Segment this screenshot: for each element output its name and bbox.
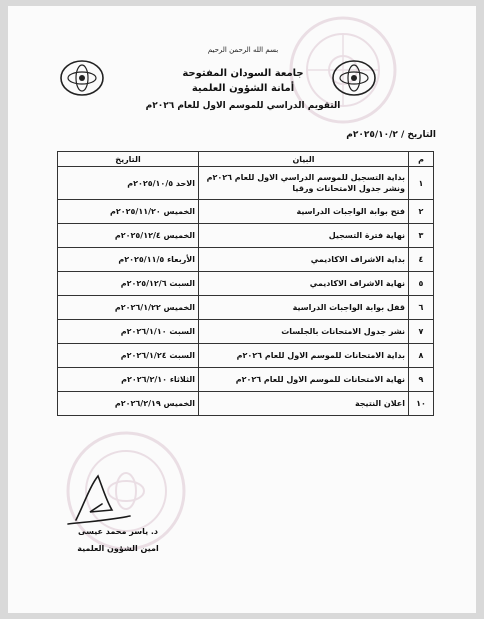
- table-row: [58, 200, 434, 224]
- row-date: الأربعاء ٢٠٢٥/١١/٥م: [58, 248, 199, 272]
- row-number: ٧: [409, 320, 434, 344]
- secretariat-name: أمانة الشؤون العلمية: [191, 83, 295, 94]
- row-description: بداية التسجيل للموسم الدراسي الاول للعام ٢٠٢٦م ونشر جدول الامتحانات ورقيا: [199, 167, 409, 200]
- row-number: ١: [409, 167, 434, 200]
- row-description: نهاية فترة التسجيل: [199, 224, 409, 248]
- table-header-row: [58, 152, 434, 167]
- row-date: الخميس ٢٠٢٥/١٢/٤م: [58, 224, 199, 248]
- row-date: السبت ٢٠٢٦/١/١٠م: [58, 320, 199, 344]
- row-date: الاحد ٢٠٢٥/١٠/٥م: [58, 167, 199, 200]
- row-date: السبت ٢٠٢٥/١٢/٦م: [58, 272, 199, 296]
- row-number: ٤: [409, 248, 434, 272]
- row-number: ٣: [409, 224, 434, 248]
- table-row: [58, 224, 434, 248]
- row-number: ٦: [409, 296, 434, 320]
- basmala: بسم الله الرحمن الرحيم: [207, 46, 279, 54]
- column-header-description: البيان: [199, 152, 409, 167]
- university-name: جامعة السودان المفتوحة: [182, 68, 304, 79]
- row-description: فتح بوابة الواجبات الدراسية: [199, 200, 409, 224]
- table-row: [58, 167, 434, 200]
- university-emblem-icon: [58, 58, 106, 98]
- row-description: نهاية الامتحانات للموسم الاول للعام ٢٠٢٦م: [199, 368, 409, 392]
- row-description: نهاية الاشراف الاكاديمي: [199, 272, 409, 296]
- row-description: بداية الامتحانات للموسم الاول للعام ٢٠٢٦م: [199, 344, 409, 368]
- row-number: ١٠: [409, 392, 434, 416]
- table-row: [58, 248, 434, 272]
- row-number: ٥: [409, 272, 434, 296]
- signatory-name: د. ياسر محمد عيسى: [77, 527, 159, 536]
- row-description: اعلان النتيجة: [199, 392, 409, 416]
- calendar-table: [57, 151, 434, 416]
- row-description: قفل بوابة الواجبات الدراسية: [199, 296, 409, 320]
- row-number: ٢: [409, 200, 434, 224]
- row-date: الخميس ٢٠٢٥/١١/٢٠م: [58, 200, 199, 224]
- table-row: [58, 272, 434, 296]
- table-row: [58, 296, 434, 320]
- table-row: [58, 368, 434, 392]
- row-description: بداية الاشراف الاكاديمي: [199, 248, 409, 272]
- row-description: نشر جدول الامتحانات بالجلسات: [199, 320, 409, 344]
- table-row: [58, 392, 434, 416]
- signature-mark: [54, 464, 144, 534]
- column-header-number: م: [409, 152, 434, 167]
- row-date: الخميس ٢٠٢٦/١/٢٢م: [58, 296, 199, 320]
- row-date: الخميس ٢٠٢٦/٢/١٩م: [58, 392, 199, 416]
- calendar-title: التقويم الدراسي للموسم الاول للعام ٢٠٢٦م: [145, 101, 341, 111]
- row-number: ٩: [409, 368, 434, 392]
- row-date: الثلاثاء ٢٠٢٦/٢/١٠م: [58, 368, 199, 392]
- signatory-title: امين الشؤون العلمية: [77, 544, 159, 553]
- document-page: [8, 6, 476, 613]
- column-header-date: التاريخ: [58, 152, 199, 167]
- row-number: ٨: [409, 344, 434, 368]
- table-row: [58, 320, 434, 344]
- document-date: التاريخ / ٢٠٢٥/١٠/٢م: [346, 130, 436, 140]
- row-date: السبت ٢٠٢٦/١/٢٤م: [58, 344, 199, 368]
- table-row: [58, 344, 434, 368]
